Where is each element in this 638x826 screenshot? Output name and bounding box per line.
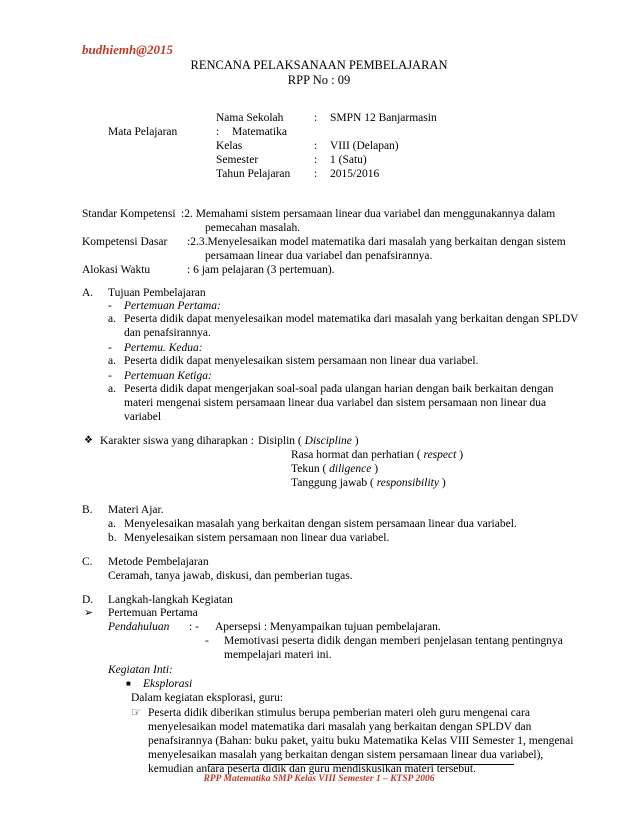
identity-value: Matematika xyxy=(232,126,287,138)
footer-text: RPP Matematika SMP Kelas VIII Semester 1 – KTSP 2006 xyxy=(203,774,435,784)
eksplorasi-text: Peserta didik diberikan stimulus berupa pemberian materi oleh guru mengenai cara xyxy=(148,707,530,719)
material-item: Menyelesaikan sistem persamaan non linear dua variabel. xyxy=(124,532,390,544)
character-term: respect xyxy=(423,449,457,461)
identity-colon: : xyxy=(314,154,318,166)
identity-value: SMPN 12 Banjarmasin xyxy=(330,112,437,124)
kd-label: Kompetensi Dasar xyxy=(82,236,168,248)
character-text: Rasa hormat dan perhatian ( xyxy=(291,449,421,461)
goal-3-text-cont: variabel xyxy=(124,411,162,423)
list-marker: a. xyxy=(108,355,116,367)
pendahuluan-colon: : - xyxy=(189,621,199,633)
character-term: responsibility xyxy=(376,477,439,489)
dash-bullet-icon: - xyxy=(108,300,112,312)
character-text: ) xyxy=(354,435,359,447)
goal-1-text: Peserta didik dapat menyelesaikan model matematika dari masalah yang berkaitan dengan SPLDV xyxy=(124,313,579,325)
meeting-2-label: Pertemu. Kedua: xyxy=(124,342,203,354)
character-text: Tekun ( xyxy=(291,463,327,475)
sk-value: :2. Memahami sistem persamaan linear dua variabel dan menggunakannya dalam xyxy=(181,208,556,220)
eksplorasi-text-cont: penafsirannya (Bahan: buku paket, yaitu buku Matematika Kelas VIII Semester 1, mengenai xyxy=(148,735,574,747)
section-b-title: Materi Ajar. xyxy=(108,504,164,516)
rpp-number: RPP No : 09 xyxy=(287,73,351,87)
eksplorasi-text-cont: kemudian antara peserta didik dan guru mendiskusikan materi tersebut. xyxy=(148,763,476,775)
list-marker: a. xyxy=(108,313,116,325)
character-value xyxy=(291,462,378,476)
square-bullet-icon: ■ xyxy=(126,679,131,688)
section-a-letter: A. xyxy=(82,287,94,299)
identity-label: Kelas xyxy=(216,140,243,152)
goal-1-text-cont: dan penafsirannya. xyxy=(124,327,211,339)
section-a-title: Tujuan Pembelajaran xyxy=(108,287,206,299)
eksplorasi-text-cont: menyelesaikan masalah yang berkaitan dengan sistem persamaan linear dua variabel), xyxy=(148,749,544,761)
section-d-title: Langkah-langkah Kegiatan xyxy=(108,594,233,606)
method-text: Ceramah, tanya jawab, diskusi, dan pemberian tugas. xyxy=(108,570,353,582)
list-marker: a. xyxy=(108,383,116,395)
identity-label: Mata Pelajaran xyxy=(108,126,178,138)
goal-3-text: Peserta didik dapat mengerjakan soal-soal pada ulangan harian dengan baik berkaitan dengan xyxy=(124,383,554,395)
goal-2-text: Peserta didik dapat menyelesaikan sistem persamaan non linear dua variabel. xyxy=(124,355,479,367)
kd-value-cont: persamaan linear dua variabel dan penafsirannya. xyxy=(205,250,433,262)
character-text: ) xyxy=(441,477,446,489)
identity-colon: : xyxy=(216,126,220,138)
section-b-letter: B. xyxy=(82,504,93,516)
arrow-bullet-icon: ➢ xyxy=(84,607,94,619)
motivasi-text-cont: mempelajari materi ini. xyxy=(224,649,332,661)
identity-label: Semester xyxy=(216,154,259,166)
apersepsi-text: Apersepsi : Menyampaikan tujuan pembelajaran. xyxy=(215,621,441,633)
material-item: Menyelesaikan masalah yang berkaitan dengan sistem persamaan linear dua variabel. xyxy=(124,518,517,530)
pointing-hand-icon: ☞ xyxy=(131,707,142,719)
character-term: diligence xyxy=(329,463,372,475)
identity-label: Tahun Pelajaran xyxy=(216,168,291,180)
character-text: ) xyxy=(374,463,379,475)
identity-value: 1 (Satu) xyxy=(330,154,367,166)
document-title: RENCANA PELAKSANAAN PEMBELAJARAN xyxy=(190,58,448,72)
meeting-title: Pertemuan Pertama xyxy=(108,607,198,619)
character-label: Karakter siswa yang diharapkan : xyxy=(100,435,254,447)
eksplorasi-text-cont: menyelesaikan model matematika dari masalah yang berkaitan dengan SPLDV dan xyxy=(148,721,532,733)
identity-colon: : xyxy=(314,112,318,124)
meeting-3-label: Pertemuan Ketiga: xyxy=(124,370,212,382)
kd-value: :2.3.Menyelesaikan model matematika dari masalah yang berkaitan dengan sistem xyxy=(187,236,566,248)
motivasi-text: Memotivasi peserta didik dengan memberi penjelasan tentang pentingnya xyxy=(224,635,563,647)
identity-value: VIII (Delapan) xyxy=(330,140,399,152)
sk-label: Standar Kompetensi xyxy=(82,208,176,220)
aw-label: Alokasi Waktu xyxy=(82,264,151,276)
pendahuluan-label: Pendahuluan xyxy=(108,621,170,633)
character-value xyxy=(258,434,359,448)
section-c-title: Metode Pembelajaran xyxy=(108,556,209,568)
identity-label: Nama Sekolah xyxy=(216,112,284,124)
list-marker: a. xyxy=(108,518,116,530)
dash-bullet-icon: - xyxy=(108,370,112,382)
section-c-letter: C. xyxy=(82,556,93,568)
character-value xyxy=(291,448,463,462)
dash-bullet-icon: - xyxy=(108,342,112,354)
character-value xyxy=(291,476,446,490)
eksplorasi-label: Eksplorasi xyxy=(143,678,193,690)
eksplorasi-intro: Dalam kegiatan eksplorasi, guru: xyxy=(131,692,284,704)
diamond-bullet-icon: ❖ xyxy=(84,435,93,446)
watermark-author: budhiemh@2015 xyxy=(82,42,173,57)
goal-3-text-cont: materi mengenai sistem persamaan linear dua variabel dan sistem persamaan non linear dua xyxy=(124,397,547,409)
character-text: ) xyxy=(459,449,464,461)
footer-rule xyxy=(208,764,514,765)
identity-colon: : xyxy=(314,168,318,180)
meeting-1-label: Pertemuan Pertama: xyxy=(124,300,221,312)
identity-colon: : xyxy=(314,140,318,152)
character-term: Discipline xyxy=(304,435,352,447)
list-marker: b. xyxy=(108,532,117,544)
kegiatan-inti-label: Kegiatan Inti: xyxy=(108,664,173,676)
character-text: Disiplin ( xyxy=(258,435,302,447)
character-text: Tanggung jawab ( xyxy=(291,477,374,489)
section-d-letter: D. xyxy=(82,594,94,606)
sk-value-cont: pemecahan masalah. xyxy=(205,222,301,234)
dash-bullet-icon: - xyxy=(205,635,209,647)
identity-value: 2015/2016 xyxy=(330,168,380,180)
aw-value: : 6 jam pelajaran (3 pertemuan). xyxy=(187,264,335,276)
